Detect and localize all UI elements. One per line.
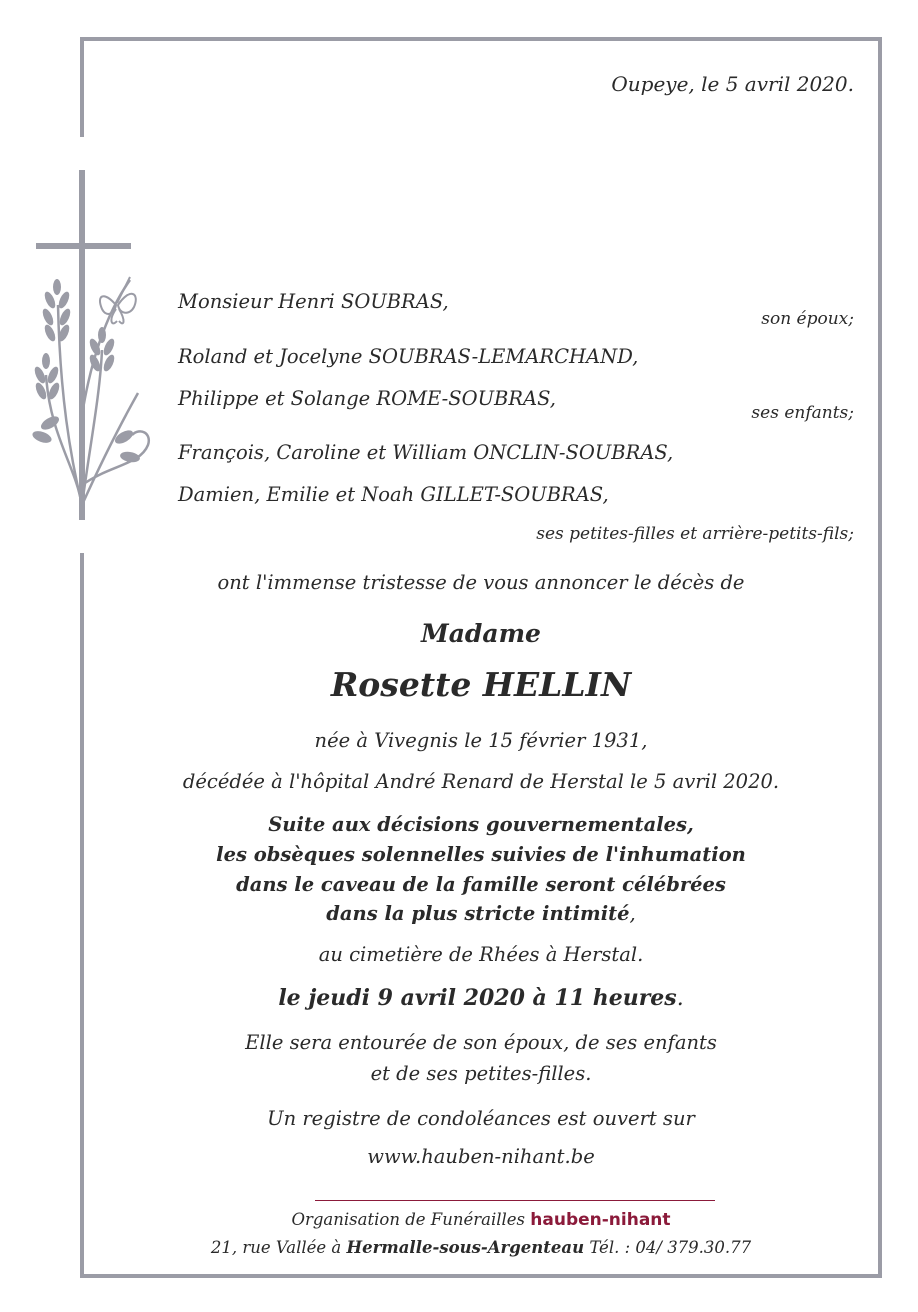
ceremony-datetime bbox=[84, 985, 878, 1011]
notice-line-2: les obsèques solennelles suivies de l'inhumation bbox=[216, 843, 746, 866]
child-1: Roland et Jocelyne SOUBRAS-LEMARCHAND, bbox=[178, 345, 639, 368]
cemetery-line: au cimetière de Rhées à Herstal. bbox=[318, 943, 644, 966]
company-line-2: et de ses petites-filles. bbox=[370, 1062, 592, 1085]
frame-border-right bbox=[878, 37, 882, 1278]
footer-address-prefix: 21, rue Vallée à bbox=[210, 1238, 342, 1257]
footer-address bbox=[84, 1238, 878, 1257]
condolences-website[interactable]: www.hauben-nihant.be bbox=[367, 1145, 595, 1168]
condolences-line: Un registre de condoléances est ouvert sur bbox=[267, 1107, 695, 1130]
notice-line-3: dans le caveau de la famille seront célébrées bbox=[236, 873, 726, 896]
brand-logo: hauben-nihant bbox=[530, 1210, 671, 1230]
notice-line-1: Suite aux décisions gouvernementales, bbox=[268, 813, 694, 836]
notice-line-4 bbox=[84, 902, 878, 925]
company-line-1: Elle sera entourée de son époux, de ses enfants bbox=[245, 1031, 717, 1054]
frame-border-left-top bbox=[80, 37, 84, 137]
cross-with-wheat-and-butterfly-icon bbox=[20, 165, 160, 530]
deceased-title: Madame bbox=[421, 619, 541, 648]
spouse-name: Monsieur Henri SOUBRAS, bbox=[178, 290, 449, 313]
footer-organisation bbox=[84, 1210, 878, 1230]
footer-phone: Tél. : 04/ 379.30.77 bbox=[589, 1238, 752, 1257]
ceremony-datetime-punct: . bbox=[676, 986, 684, 1011]
children-role: ses enfants; bbox=[751, 403, 854, 423]
date-line: Oupeye, le 5 avril 2020. bbox=[611, 72, 854, 96]
footer-address-town: Hermalle-sous-Argenteau bbox=[346, 1238, 585, 1257]
spouse-role: son époux; bbox=[761, 309, 854, 329]
announcement-intro: ont l'immense tristesse de vous annoncer le décès de bbox=[217, 571, 745, 594]
deceased-name: Rosette HELLIN bbox=[330, 665, 632, 704]
footer-org-prefix: Organisation de Funérailles bbox=[291, 1210, 526, 1229]
footer-divider bbox=[315, 1200, 715, 1201]
birth-line: née à Vivegnis le 15 février 1931, bbox=[314, 729, 648, 752]
death-line: décédée à l'hôpital André Renard de Herstal le 5 avril 2020. bbox=[182, 770, 780, 793]
grandchild-2: Damien, Emilie et Noah GILLET-SOUBRAS, bbox=[178, 483, 609, 506]
frame-border-top bbox=[80, 37, 882, 41]
child-2: Philippe et Solange ROME-SOUBRAS, bbox=[178, 387, 556, 410]
frame-border-bottom bbox=[80, 1274, 882, 1278]
grandchildren-role: ses petites-filles et arrière-petits-fils; bbox=[536, 524, 854, 544]
notice-line-4-text: dans la plus stricte intimité bbox=[326, 902, 630, 925]
notice-line-4-punct: , bbox=[629, 902, 636, 925]
grandchild-1: François, Caroline et William ONCLIN-SOUBRAS, bbox=[178, 441, 674, 464]
ceremony-datetime-text: le jeudi 9 avril 2020 à 11 heures bbox=[278, 985, 677, 1011]
